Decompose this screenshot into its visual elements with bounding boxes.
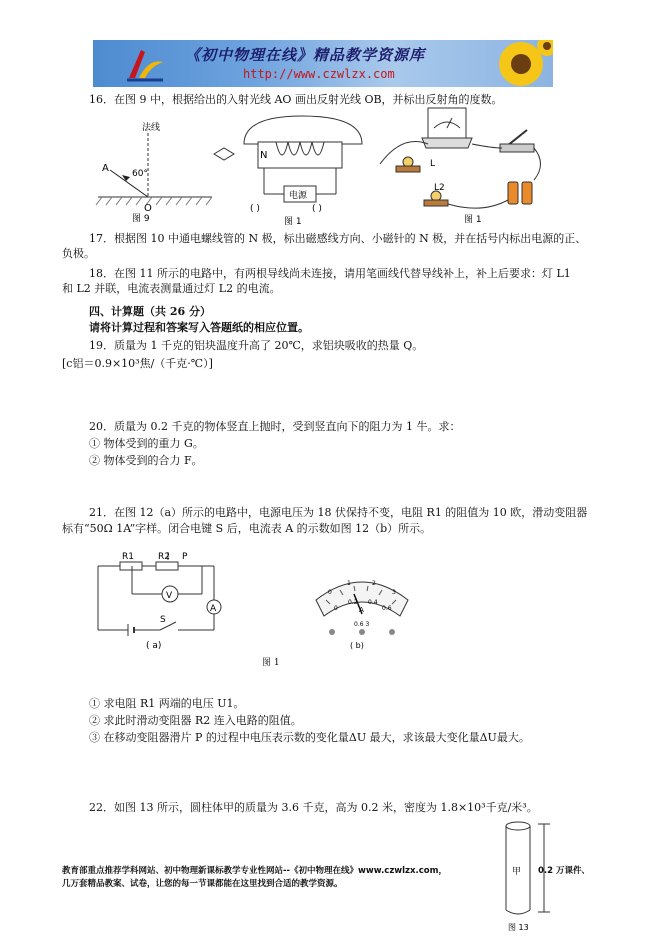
header-banner — [93, 40, 553, 87]
question-17-line2: 负极。 — [62, 247, 95, 260]
question-19-line1: 19．质量为 1 千克的铝块温度升高了 20℃，求铝块吸收的热量 Q。 — [89, 339, 424, 352]
question-21-item1: ① 求电阻 R1 两端的电压 U1。 — [89, 697, 245, 710]
r1-label: R1 — [122, 552, 134, 562]
question-22-line1: 22．如图 13 所示，圆柱体甲的质量为 3.6 千克，高为 0.2 米，密度为 1.8×10³千克/米³。 — [89, 801, 538, 814]
site-logo — [123, 44, 167, 84]
figure-13-caption: 图 13 — [508, 923, 529, 932]
r2-label: R2 — [158, 552, 170, 562]
normal-label: 法线 — [142, 123, 161, 133]
figure-12a-caption: ( a) — [146, 641, 162, 651]
outer-scale-3: 3 — [392, 589, 396, 596]
banner-title: 《初中物理在线》精品教学资源库 — [185, 46, 426, 64]
ammeter-label: A — [210, 604, 217, 614]
power-source-label: 电源 — [289, 191, 308, 201]
footer-line2: 几万套精品教案、试卷，让您的每一节课都能在这里找到合适的教学资源。 — [62, 879, 343, 889]
question-19-constant: [c铝＝0.9×10³焦/（千克·℃）] — [62, 357, 213, 370]
figure-12a-circuit — [92, 548, 232, 658]
figure-9-caption: 图 9 — [132, 214, 150, 224]
lamp-l2-label: L2 — [434, 183, 445, 193]
outer-scale-0: 0 — [328, 589, 332, 596]
question-20-item2: ② 物体受到的合力 F。 — [89, 454, 203, 467]
voltmeter-label: V — [166, 591, 173, 601]
figure-12b-caption: ( b) — [350, 641, 364, 650]
figure-10-solenoid — [212, 108, 372, 226]
question-20-item1: ① 物体受到的重力 G。 — [89, 437, 204, 450]
inner-scale-0: 0 — [334, 605, 338, 612]
banner-url[interactable]: http://www.czwlzx.com — [243, 67, 395, 81]
terminal-labels: 0.6 3 — [354, 621, 370, 628]
question-17-line1: 17．根据图 10 中通电螺线管的 N 极，标出磁感线方向、小磁针的 N 极，并在括号内标出电源的正、 — [89, 232, 587, 245]
meter-unit-label: A — [359, 606, 364, 614]
paren-right: ( ) — [312, 204, 322, 214]
figure-12-caption: 图 1 — [262, 658, 280, 668]
figure-11-caption: 图 1 — [464, 215, 482, 225]
question-16: 16．在图 9 中，根据给出的入射光线 AO 画出反射光线 OB，并标出反射角的度数。 — [89, 93, 503, 106]
footer-line1: 教育部重点推荐学科网站、初中物理新课标教学专业性网站--《初中物理在线》www.czwlzx.com， — [62, 866, 447, 876]
outer-scale-1: 1 — [347, 580, 351, 587]
section-4-heading: 四、计算题（共 26 分） — [89, 305, 211, 318]
figure-12b-ammeter-dial — [310, 570, 415, 652]
n-pole-label: N — [260, 150, 268, 161]
inner-scale-2: 0.4 — [368, 599, 378, 606]
lamp-l1-label: L — [430, 159, 436, 169]
switch-label: S — [160, 615, 166, 625]
inner-scale-1: 0.2 — [348, 599, 358, 606]
angle-label: 60° — [132, 169, 148, 179]
cylinder-label: 甲 — [512, 867, 522, 877]
slider-p-label: P — [182, 552, 188, 562]
paren-left: ( ) — [250, 204, 260, 214]
figure-11-circuit — [372, 104, 552, 226]
point-a-label: A — [102, 163, 109, 174]
question-21-line2: 标有“50Ω 1A”字样。闭合电键 S 后，电流表 A 的示数如图 12（b）所示。 — [62, 522, 432, 535]
inner-scale-3: 0.6 — [382, 605, 392, 612]
sunflower-image — [485, 40, 553, 87]
question-18-line1: 18．在图 11 所示的电路中，有两根导线尚未连接，请用笔画线代替导线补上，补上后要求：灯 L1 — [89, 267, 571, 280]
question-18-line2: 和 L2 并联，电流表测量通过灯 L2 的电流。 — [62, 282, 281, 295]
point-o-label: O — [144, 203, 152, 214]
section-4-instruction: 请将计算过程和答案写入答题纸的相应位置。 — [89, 321, 309, 334]
question-20-line1: 20．质量为 0.2 千克的物体竖直上抛时，受到竖直向下的阻力为 1 牛。求： — [89, 420, 461, 433]
question-21-line1: 21．在图 12（a）所示的电路中，电源电压为 18 伏保持不变，电阻 R1 的阻值为 10 欧，滑动变阻器 — [89, 506, 588, 519]
figure-10-caption: 图 1 — [284, 217, 302, 226]
figure-9-reflection — [92, 115, 217, 225]
question-21-item2: ② 求此时滑动变阻器 R2 连入电路的阻值。 — [89, 714, 302, 727]
footer-line1-continued: 0.2 万课件、 — [538, 866, 591, 876]
question-21-item3: ③ 在移动变阻器滑片 P 的过程中电压表示数的变化量ΔU 最大，求该最大变化量ΔU最大。 — [89, 731, 530, 744]
outer-scale-2: 2 — [372, 580, 376, 587]
